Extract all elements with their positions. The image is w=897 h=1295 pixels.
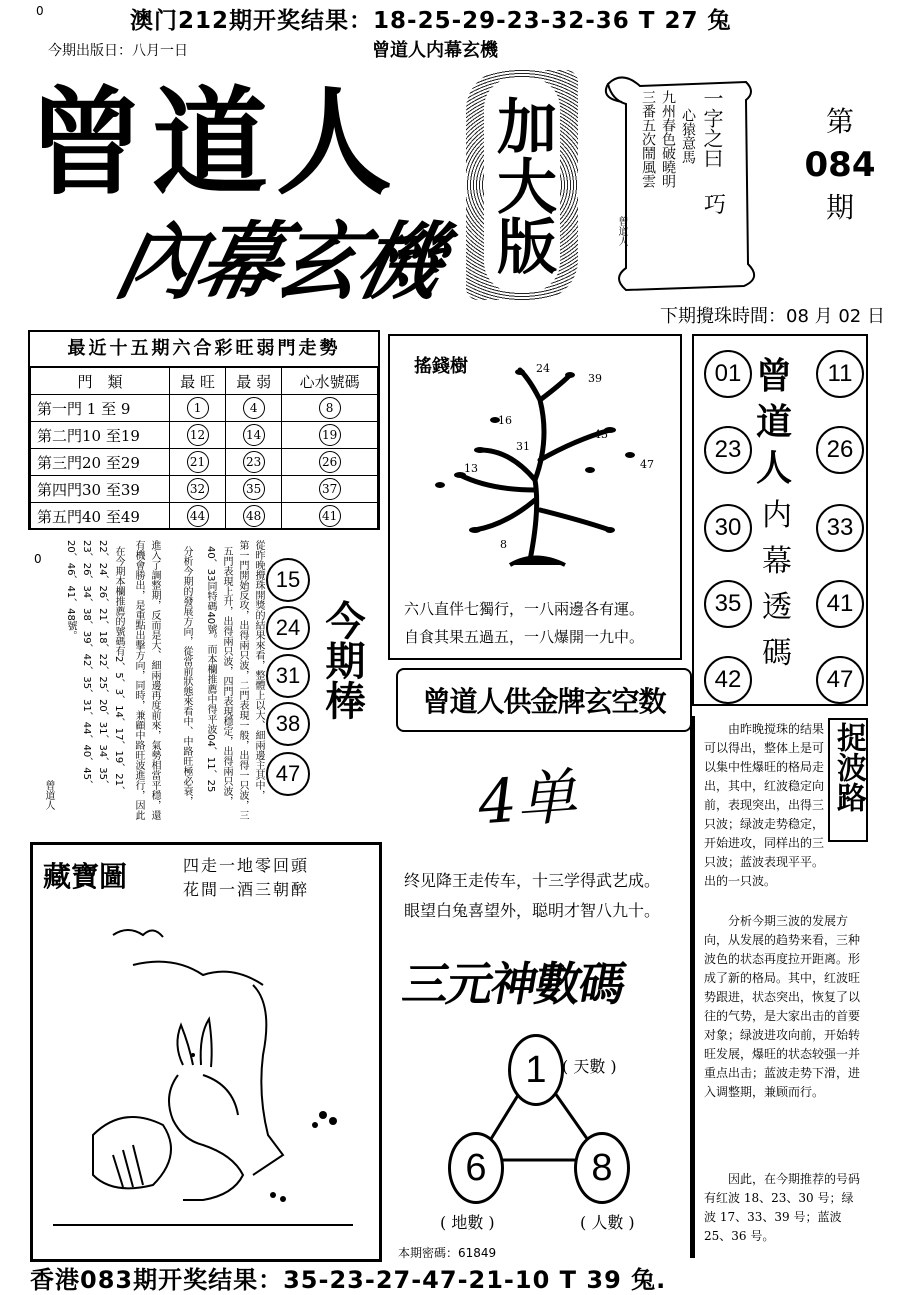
macau-result: 澳门212期开奖结果：18-25-29-23-32-36 T 27 兔 <box>130 8 732 34</box>
hot-pick-number: 31 <box>266 654 310 698</box>
tree-number: 13 <box>464 462 478 475</box>
panel-title-char: 幕 <box>762 544 792 579</box>
tree-number: 24 <box>536 362 550 375</box>
tree-number: 16 <box>498 414 512 427</box>
pick-cell <box>282 476 378 503</box>
hk-result: 香港083期开奖结果：35-23-27-47-21-10 T 39 兔. <box>30 1266 667 1294</box>
analysis-col3: 五門表現上升，出得兩只波，四門表現穩定，出得兩只波， <box>221 546 232 806</box>
next-draw-time: 下期攪珠時間：08 月 02 日 <box>660 306 885 327</box>
header-cold: 最 弱 <box>226 368 282 395</box>
gate-label: 第五門40 至49 <box>31 503 170 530</box>
panel-number: 35 <box>704 580 752 628</box>
panel-title-char: 内 <box>762 498 792 533</box>
scroll-line4: 三番五次鬧風雲 <box>640 90 656 188</box>
gate-label: 第二門10 至19 <box>31 422 170 449</box>
table-row <box>31 449 378 476</box>
table-row <box>31 422 378 449</box>
heaven-number: 1 <box>508 1034 564 1106</box>
heaven-label: ( 天數 ) <box>562 1057 617 1076</box>
hot-number: 21 <box>187 451 209 473</box>
hot-pick-label: 今期棒 <box>319 600 366 720</box>
analysis-col11: 20、46、41、48號。 <box>65 540 76 641</box>
pick-cell <box>282 422 378 449</box>
hot-cell <box>170 503 226 530</box>
cold-number: 35 <box>243 478 265 500</box>
cold-cell <box>226 476 282 503</box>
gate-label: 第四門30 至39 <box>31 476 170 503</box>
wave-paragraph2: 分析今期三波的发展方向，从发展的趋势来看，三种波色的状态再度拉开距离。形成了新的格局。其中，红波旺势跟进，状态突出，恢复了以往的气势，是大家出击的首要对象；绿波进攻向前，开始转旺发展，爆旺的状态较强一并重点出击；蓝波走势下滑，进入调整期，兼顾而行。 <box>704 914 861 1099</box>
scroll-banner <box>586 64 770 292</box>
money-tree-box <box>388 334 682 660</box>
right-number-panel <box>692 334 868 706</box>
wave-paragraph3: 因此，在今期推荐的号码有红波 18、23、30 号；绿波 17、33、39 号；蓝波 25、36 号。 <box>704 1172 861 1243</box>
scroll-line5: 巧 <box>704 193 727 218</box>
panel-number: 42 <box>704 656 752 704</box>
trend-table <box>30 367 378 530</box>
header-gate: 門 類 <box>31 368 170 395</box>
pick-number: 19 <box>319 424 341 446</box>
tree-number: 39 <box>588 372 602 385</box>
hot-number: 12 <box>187 424 209 446</box>
tree-number: 31 <box>516 440 530 453</box>
hot-pick-number: 15 <box>266 558 310 602</box>
publish-date: 八月一日 <box>132 43 188 59</box>
human-number: 8 <box>574 1132 630 1204</box>
hot-pick-number: 24 <box>266 606 310 650</box>
pick-number: 41 <box>319 505 341 527</box>
panel-title-char: 碼 <box>762 636 792 671</box>
issue-number <box>800 102 880 228</box>
panel-number: 47 <box>816 656 864 704</box>
analysis-col4: 40、33同特碼40號。而本欄推薦中得平波04、11、25 <box>205 546 216 793</box>
cold-cell <box>226 503 282 530</box>
cold-cell <box>226 422 282 449</box>
panel-number: 33 <box>816 504 864 552</box>
table-row <box>31 503 378 530</box>
header-pick: 心水號碼 <box>282 368 378 395</box>
tree-poem-line2: 自食其果五過五，一八爆開一九中。 <box>404 628 645 646</box>
pick-number: 37 <box>319 478 341 500</box>
hot-number: 1 <box>187 397 209 419</box>
pick-cell <box>282 395 378 422</box>
hot-cell <box>170 395 226 422</box>
publish-label: 今期出版日： <box>48 43 132 59</box>
money-tree-illustration <box>390 360 680 590</box>
sanyuan-title: 三元神數碼 <box>398 957 629 1011</box>
analysis-col9: 22、24、26、21、18、22、25、20、31、34、35、 <box>97 540 108 790</box>
analysis-col5: 分析今期的發展方向，從當前狀態來看中、中路旺極必衰， <box>181 546 192 806</box>
stamp-enlarged-edition <box>466 70 578 300</box>
hot-number: 32 <box>187 478 209 500</box>
treasure-map-box <box>30 842 382 1262</box>
pick-number: 26 <box>319 451 341 473</box>
analysis-col2: 第一門開始反攻，出得兩只波，二門表現一般，出得一只波，三 <box>237 540 248 820</box>
scroll-line3: 九州春色破曉明 <box>660 90 676 188</box>
panel-title-char: 透 <box>762 590 792 625</box>
cold-number: 4 <box>243 397 265 419</box>
header-subtitle: 曾道人内幕玄機 <box>372 40 498 61</box>
panel-number: 11 <box>816 350 864 398</box>
treasure-title: 藏寶圖 <box>43 860 128 893</box>
wave-divider <box>690 716 695 1258</box>
gold-card-poem2: 眼望白兔喜望外，聪明才智八九十。 <box>404 901 661 920</box>
gate-label: 第一門 1 至 9 <box>31 395 170 422</box>
table-row <box>31 476 378 503</box>
panel-title-char: 曾 <box>756 355 793 397</box>
tree-number: 43 <box>594 428 608 441</box>
human-label: ( 人數 ) <box>580 1213 635 1232</box>
analysis-col6: 進入了調整期，反而是大、細兩邊再度前來，氣勢相當平穩，還 <box>149 540 160 820</box>
gate-label: 第三門20 至29 <box>31 449 170 476</box>
tree-number: 8 <box>500 538 507 551</box>
earth-label: ( 地數 ) <box>440 1213 495 1232</box>
analysis-col10: 23、26、34、38、39、42、35、31、44、40、45、 <box>81 540 92 790</box>
gold-card-title: 曾道人供金牌玄空数 <box>422 685 666 718</box>
cold-number: 14 <box>243 424 265 446</box>
scroll-line1: 一字之曰 <box>700 88 724 168</box>
panel-number: 41 <box>816 580 864 628</box>
gold-card-handwriting: 4单 <box>476 761 579 839</box>
issue-suffix: 期 <box>825 191 854 224</box>
treasure-line2: 花間一酒三朝醉 <box>183 880 310 899</box>
wave-paragraph1: 由昨晚搅珠的结果可以得出，整体上是可以集中性爆旺的格局走出，其中，红波稳定向前，表现突出，出得三只波；绿波走势稳定，开始进攻，同样出的三只波；蓝波表现平平。出的一只波。 <box>704 722 825 888</box>
treasure-line1: 四走一地零回頭 <box>183 856 310 875</box>
analysis-col8: 在今期本欄推薦的號碼有2、5、3、14、17、19、21、 <box>113 546 124 796</box>
stamp-text: 加大版 <box>484 78 560 292</box>
hot-cell <box>170 476 226 503</box>
issue-value: 084 <box>804 145 876 185</box>
gold-card-banner <box>396 668 692 732</box>
header-hot: 最 旺 <box>170 368 226 395</box>
wave-title: 捉波路 <box>831 722 866 812</box>
issue-prefix: 第 <box>825 105 854 138</box>
pick-cell <box>282 503 378 530</box>
trend-header-row <box>31 368 378 395</box>
rabbit-illustration <box>33 915 379 1255</box>
panel-number: 26 <box>816 426 864 474</box>
analysis-col1: 從昨晚攪珠開獎的結果來看，整體上以大、細兩邊主其中， <box>253 540 264 800</box>
earth-number: 6 <box>448 1132 504 1204</box>
panel-number: 23 <box>704 426 752 474</box>
hot-cell <box>170 422 226 449</box>
analysis-corner-mark: 0 <box>34 552 42 566</box>
analysis-signature: 曾道人 <box>43 780 54 810</box>
table-row <box>31 395 378 422</box>
brand-title-sub: 內幕玄機 <box>107 213 449 311</box>
gold-card-poem1: 终见降王走传车，十三学得武艺成。 <box>404 871 661 890</box>
wave-title-box <box>828 718 868 842</box>
pick-number: 8 <box>319 397 341 419</box>
pick-cell <box>282 449 378 476</box>
tree-poem-line1: 六八直伴七獨行，一八兩邊各有運。 <box>404 600 645 618</box>
corner-mark: 0 <box>36 4 44 18</box>
panel-title-char: 人 <box>756 447 793 489</box>
panel-number: 01 <box>704 350 752 398</box>
trend-table-box <box>28 330 380 530</box>
tree-number: 47 <box>640 458 654 471</box>
hot-cell <box>170 449 226 476</box>
cold-number: 48 <box>243 505 265 527</box>
hot-pick-number: 38 <box>266 702 310 746</box>
money-tree-title: 搖錢樹 <box>414 356 468 377</box>
cold-cell <box>226 395 282 422</box>
hot-pick-number: 47 <box>266 752 310 796</box>
scroll-line2: 心猿意馬 <box>680 108 696 164</box>
scroll-signature: 曾道人 <box>616 216 627 246</box>
publish-date-line <box>48 40 188 60</box>
sanyuan-password: 本期密碼：61849 <box>398 1246 497 1260</box>
scroll-outline-icon <box>586 64 770 292</box>
analysis-col7: 有機會勝出，是重點出擊方向，同時，兼顧中路旺波進行，因此 <box>133 540 144 820</box>
trend-table-title: 最近十五期六合彩旺弱門走勢 <box>30 332 378 367</box>
panel-title-char: 道 <box>756 401 793 443</box>
cold-number: 23 <box>243 451 265 473</box>
panel-number: 30 <box>704 504 752 552</box>
hot-number: 44 <box>187 505 209 527</box>
brand-title-main: 曾道人 <box>28 75 400 211</box>
cold-cell <box>226 449 282 476</box>
